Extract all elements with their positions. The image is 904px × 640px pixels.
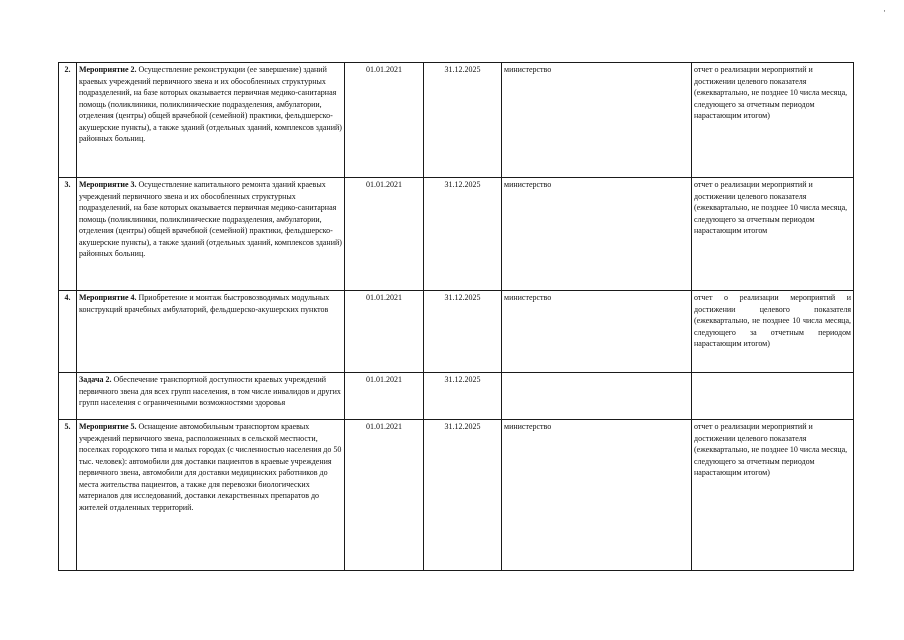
row-number: 2. — [59, 63, 77, 178]
task-text: Обеспечение транспортной доступности краевых учреждений первичного звена для всех групп населения, в том числе инвалидов и других групп населения с ограниченными возможностями здоровья — [79, 375, 341, 407]
start-date: 01.01.2021 — [345, 420, 424, 571]
responsible-cell: министерство — [502, 178, 692, 291]
activity-text: Оснащение автомобильным транспортом краевых учреждений первичного звена, расположенных в сельской местности, поселках городского типа и малых городах (с численностью населения до 50 тыс. человек): автомобили для доставки пациентов в краевые учреждения первичного звена, автомобили для доставки медицинских работников до места жительства пациентов, а также для перевозки биологических материалов для исследований, доставки лекарственных препаратов до жителей отдаленных территорий. — [79, 422, 342, 512]
activity-label: Мероприятие 3. — [79, 180, 137, 189]
row-number: 5. — [59, 420, 77, 571]
end-date: 31.12.2025 — [424, 291, 502, 373]
activity-cell — [77, 178, 345, 291]
report-cell: отчет о реализации мероприятий и достижении целевого показателя (ежеквартально, не позднее 10 числа месяца, следующего за отчетным периодом нарастающим итогом) — [692, 420, 854, 571]
table-row — [59, 373, 854, 420]
row-number: 3. — [59, 178, 77, 291]
table-row — [59, 63, 854, 178]
end-date: 31.12.2025 — [424, 373, 502, 420]
activity-label: Мероприятие 2. — [79, 65, 137, 74]
activity-text: Осуществление реконструкции (ее завершение) зданий краевых учреждений первичного звена и их обособленных структурных подразделений, на базе которых оказывается первичная медико-санитарная помощь (поликлиники, поликлинические подразделения, амбулатории, отделения (центры) общей врачебной (семейной) практики, фельдшерско-акушерские пункты), а также зданий (отдельных зданий, комплексов зданий) районных больниц. — [79, 65, 342, 143]
row-number: 4. — [59, 291, 77, 373]
responsible-cell: министерство — [502, 63, 692, 178]
end-date: 31.12.2025 — [424, 178, 502, 291]
responsible-cell: министерство — [502, 291, 692, 373]
activity-cell — [77, 291, 345, 373]
activity-cell — [77, 420, 345, 571]
activity-label: Мероприятие 4. — [79, 293, 137, 302]
table-row — [59, 291, 854, 373]
end-date: 31.12.2025 — [424, 420, 502, 571]
report-cell — [692, 373, 854, 420]
start-date: 01.01.2021 — [345, 178, 424, 291]
activity-label: Мероприятие 5. — [79, 422, 137, 431]
responsible-cell: министерство — [502, 420, 692, 571]
corner-mark: · — [883, 6, 886, 16]
start-date: 01.01.2021 — [345, 373, 424, 420]
task-cell — [77, 373, 345, 420]
report-cell: отчет о реализации мероприятий и достижении целевого показателя (ежеквартально, не позднее 10 числа месяца, следующего за отчетным периодом нарастающим итогом — [692, 178, 854, 291]
table-row — [59, 178, 854, 291]
table-row — [59, 420, 854, 571]
activity-text: Осуществление капитального ремонта зданий краевых учреждений первичного звена и их обособленных структурных подразделений, на базе которых оказывается первичная медико-санитарная помощь (поликлиники, поликлинические подразделения, амбулатории, отделения (центры) общей врачебной (семейной) практики, фельдшерско-акушерские пункты), а также зданий (отдельных зданий, комплексов зданий) районных больниц. — [79, 180, 342, 258]
report-cell: отчет о реализации мероприятий и достижении целевого показателя (ежеквартально, не позднее 10 числа месяца, следующего за отчетным периодом нарастающим итогом) — [692, 291, 854, 373]
row-number — [59, 373, 77, 420]
activity-cell — [77, 63, 345, 178]
activities-table — [58, 62, 854, 571]
end-date: 31.12.2025 — [424, 63, 502, 178]
responsible-cell — [502, 373, 692, 420]
start-date: 01.01.2021 — [345, 291, 424, 373]
report-cell: отчет о реализации мероприятий и достижении целевого показателя (ежеквартально, не позднее 10 числа месяца, следующего за отчетным периодом нарастающим итогом) — [692, 63, 854, 178]
start-date: 01.01.2021 — [345, 63, 424, 178]
activity-text: Приобретение и монтаж быстровозводимых модульных конструкций врачебных амбулаторий, фельдшерско-акушерских пунктов — [79, 293, 330, 314]
task-label: Задача 2. — [79, 375, 112, 384]
